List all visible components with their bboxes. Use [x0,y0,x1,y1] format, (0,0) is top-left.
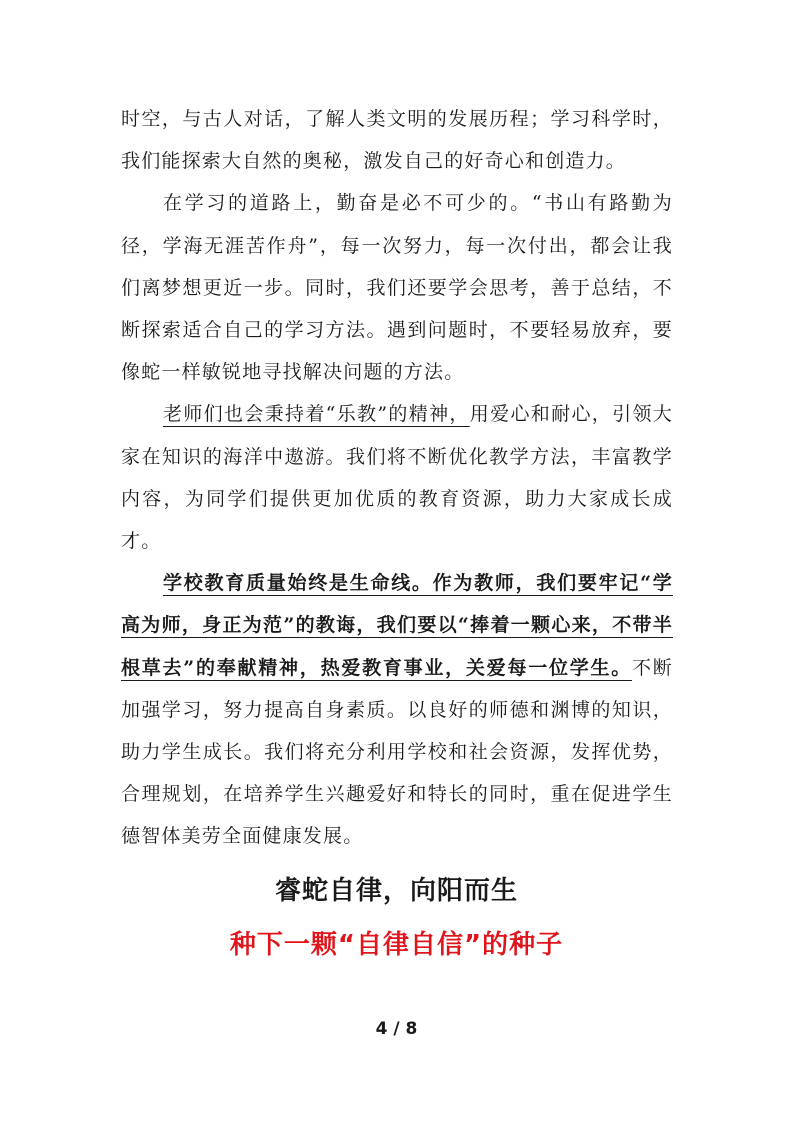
section-subtitle: 种下一颗“自律自信”的种子 [229,930,564,960]
paragraph-2: 在学习的道路上，勤奋是必不可少的。“书山有路勤为径，学海无涯苦作舟”，每一次努力，每一次付出，都会让我们离梦想更近一步。同时，我们还要学会思考，善于总结，不断探索适合自己的学习方法。遇到问题时，不要轻易放弃，要像蛇一样敏锐地寻找解决问题的方法。 [121,192,673,384]
paragraph-3 [121,393,673,562]
paragraph-3-underlined: 老师们也会秉持着“乐教”的精神， [163,403,470,426]
paragraph-3-rest: 用爱心和耐心，引领大家在知识的海洋中遨游。我们将不断优化教学方法，丰富教学内容，为同学们提供更加优质的教育资源，助力大家成长成才。 [121,403,673,553]
paragraph-1: 时空，与古人对话，了解人类文明的发展历程；学习科学时，我们能探索大自然的奥秘，激发自己的好奇心和创造力。 [121,108,673,173]
section-title: 睿蛇自律，向阳而生 [274,876,518,906]
paragraph-4-rest: 不断加强学习，努力提高自身素质。以良好的师德和渊博的知识，助力学生成长。我们将充分利用学校和社会资源，发挥优势，合理规划，在培养学生兴趣爱好和特长的同时，重在促进学生德智体美劳全面健康发展。 [121,656,673,848]
body-text [121,98,673,858]
page-number: 4 / 8 [375,1019,418,1039]
paragraph-4 [121,562,673,857]
paragraph-4-emphasis: 学校教育质量始终是生命线。作为教师，我们要牢记“学高为师，身正为范”的教诲，我们要以“捧着一颗心来，不带半根草去”的奉献精神，热爱教育事业，关爱每一位学生。 [121,572,673,679]
